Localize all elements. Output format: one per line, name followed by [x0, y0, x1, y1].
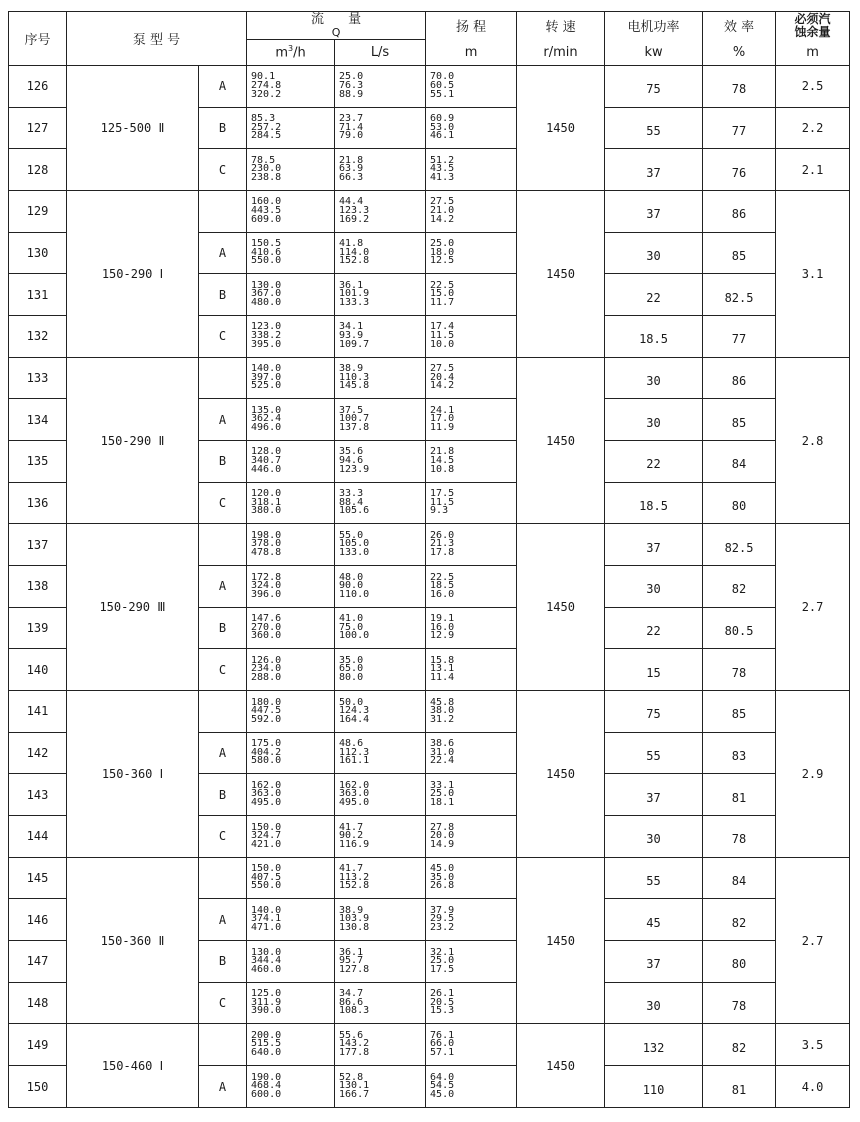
head-m-cell: 60.9 53.0 46.1 — [426, 107, 517, 149]
efficiency: 77 — [703, 316, 776, 358]
flow-m3h-cell: 150.5 410.6 550.0 — [247, 232, 335, 274]
head-m-cell: 22.5 18.5 16.0 — [426, 566, 517, 608]
table-row — [9, 691, 850, 733]
flow-m3h-cell: 125.0 311.9 390.0 — [247, 982, 335, 1024]
header-power: 电机功率 — [605, 12, 703, 40]
variant-label: C — [199, 816, 247, 858]
flow-ls-cell: 48.6 112.3 161.1 — [335, 732, 426, 774]
head-m-cell: 76.1 66.0 57.1 — [426, 1024, 517, 1066]
npsh: 2.9 — [776, 691, 850, 858]
pump-model: 150-460 Ⅰ — [67, 1024, 199, 1108]
efficiency: 81 — [703, 774, 776, 816]
header-head: 扬 程 — [426, 12, 517, 40]
flow-ls-cell: 55.6 143.2 177.8 — [335, 1024, 426, 1066]
row-number: 142 — [9, 732, 67, 774]
flow-m3h-cell: 140.0 397.0 525.0 — [247, 357, 335, 399]
efficiency: 83 — [703, 732, 776, 774]
flow-m3h-cell: 120.0 318.1 380.0 — [247, 482, 335, 524]
flow-ls-cell: 21.8 63.9 66.3 — [335, 149, 426, 191]
row-number: 149 — [9, 1024, 67, 1066]
variant-label: A — [199, 232, 247, 274]
flow-ls-cell: 55.0 105.0 133.0 — [335, 524, 426, 566]
motor-power: 15 — [605, 649, 703, 691]
npsh: 2.2 — [776, 107, 850, 149]
row-number: 128 — [9, 149, 67, 191]
variant-label: A — [199, 566, 247, 608]
variant-label: B — [199, 774, 247, 816]
npsh: 2.5 — [776, 66, 850, 108]
row-number: 133 — [9, 357, 67, 399]
efficiency: 85 — [703, 232, 776, 274]
speed: 1450 — [517, 691, 605, 858]
header-unit-npsh: m — [776, 40, 850, 66]
header-unit-eff: % — [703, 40, 776, 66]
variant-label — [199, 357, 247, 399]
speed: 1450 — [517, 524, 605, 691]
pump-model: 150-290 Ⅰ — [67, 191, 199, 358]
variant-label — [199, 524, 247, 566]
efficiency: 86 — [703, 191, 776, 233]
flow-ls-cell: 38.9 110.3 145.8 — [335, 357, 426, 399]
row-number: 147 — [9, 941, 67, 983]
efficiency: 84 — [703, 857, 776, 899]
header-npsh-line1: 必须汽 — [794, 11, 831, 26]
flow-ls-cell: 38.9 103.9 130.8 — [335, 899, 426, 941]
head-m-cell: 21.8 14.5 10.8 — [426, 441, 517, 483]
motor-power: 22 — [605, 441, 703, 483]
flow-m3h-cell: 85.3 257.2 284.5 — [247, 107, 335, 149]
speed: 1450 — [517, 66, 605, 191]
npsh: 4.0 — [776, 1066, 850, 1108]
row-number: 127 — [9, 107, 67, 149]
efficiency: 78 — [703, 66, 776, 108]
flow-m3h-cell: 198.0 378.0 478.8 — [247, 524, 335, 566]
table-row — [9, 1024, 850, 1066]
npsh: 2.1 — [776, 149, 850, 191]
variant-label: C — [199, 482, 247, 524]
pump-model: 150-360 Ⅰ — [67, 691, 199, 858]
variant-label — [199, 857, 247, 899]
header-model: 泵 型 号 — [67, 12, 247, 66]
variant-label: C — [199, 649, 247, 691]
header-efficiency: 效 率 — [703, 12, 776, 40]
head-m-cell: 32.1 25.0 17.5 — [426, 941, 517, 983]
speed: 1450 — [517, 191, 605, 358]
flow-ls-cell: 25.0 76.3 88.9 — [335, 66, 426, 108]
header-unit-head: m — [426, 40, 517, 66]
head-m-cell: 70.0 60.5 55.1 — [426, 66, 517, 108]
flow-ls-cell: 41.0 75.0 100.0 — [335, 607, 426, 649]
head-m-cell: 64.0 54.5 45.0 — [426, 1066, 517, 1108]
motor-power: 30 — [605, 982, 703, 1024]
flow-ls-cell: 41.7 113.2 152.8 — [335, 857, 426, 899]
variant-label: C — [199, 149, 247, 191]
efficiency: 82 — [703, 566, 776, 608]
row-number: 139 — [9, 607, 67, 649]
variant-label: A — [199, 1066, 247, 1108]
motor-power: 37 — [605, 149, 703, 191]
flow-m3h-cell: 150.0 324.7 421.0 — [247, 816, 335, 858]
flow-ls-cell: 41.7 90.2 116.9 — [335, 816, 426, 858]
variant-label: A — [199, 66, 247, 108]
row-number: 141 — [9, 691, 67, 733]
efficiency: 77 — [703, 107, 776, 149]
flow-m3h-cell: 123.0 338.2 395.0 — [247, 316, 335, 358]
efficiency: 76 — [703, 149, 776, 191]
head-m-cell: 27.5 21.0 14.2 — [426, 191, 517, 233]
table-row — [9, 857, 850, 899]
row-number: 145 — [9, 857, 67, 899]
flow-ls-cell: 37.5 100.7 137.8 — [335, 399, 426, 441]
efficiency: 82.5 — [703, 524, 776, 566]
flow-ls-cell: 35.6 94.6 123.9 — [335, 441, 426, 483]
efficiency: 78 — [703, 982, 776, 1024]
flow-m3h-cell: 130.0 344.4 460.0 — [247, 941, 335, 983]
variant-label: C — [199, 982, 247, 1024]
head-m-cell: 17.4 11.5 10.0 — [426, 316, 517, 358]
flow-ls-cell: 36.1 95.7 127.8 — [335, 941, 426, 983]
flow-m3h-cell: 147.6 270.0 360.0 — [247, 607, 335, 649]
flow-m3h-cell: 190.0 468.4 600.0 — [247, 1066, 335, 1108]
header-unit-power: kw — [605, 40, 703, 66]
efficiency: 78 — [703, 816, 776, 858]
efficiency: 78 — [703, 649, 776, 691]
efficiency: 80 — [703, 482, 776, 524]
npsh: 2.8 — [776, 357, 850, 524]
flow-ls-cell: 23.7 71.4 79.0 — [335, 107, 426, 149]
motor-power: 37 — [605, 941, 703, 983]
row-number: 126 — [9, 66, 67, 108]
header-speed: 转 速 — [517, 12, 605, 40]
motor-power: 18.5 — [605, 482, 703, 524]
flow-ls-cell: 162.0 363.0 495.0 — [335, 774, 426, 816]
efficiency: 81 — [703, 1066, 776, 1108]
motor-power: 110 — [605, 1066, 703, 1108]
variant-label: B — [199, 107, 247, 149]
table-row — [9, 357, 850, 399]
pump-model: 125-500 Ⅱ — [67, 66, 199, 191]
head-m-cell: 25.0 18.0 12.5 — [426, 232, 517, 274]
header-unit-m3h: $m^3/h$ — [247, 40, 335, 66]
row-number: 129 — [9, 191, 67, 233]
npsh: 2.7 — [776, 857, 850, 1024]
row-number: 146 — [9, 899, 67, 941]
variant-label: B — [199, 941, 247, 983]
header-flow-title: 流 量 — [310, 12, 372, 27]
header-no: 序号 — [9, 12, 67, 66]
head-m-cell: 26.1 20.5 15.3 — [426, 982, 517, 1024]
head-m-cell: 27.8 20.0 14.9 — [426, 816, 517, 858]
variant-label: A — [199, 732, 247, 774]
row-number: 138 — [9, 566, 67, 608]
head-m-cell: 17.5 11.5 9.3 — [426, 482, 517, 524]
efficiency: 80.5 — [703, 607, 776, 649]
head-m-cell: 26.0 21.3 17.8 — [426, 524, 517, 566]
flow-m3h-cell: 150.0 407.5 550.0 — [247, 857, 335, 899]
npsh: 3.1 — [776, 191, 850, 358]
row-number: 130 — [9, 232, 67, 274]
pump-performance-table — [8, 11, 850, 1108]
head-m-cell: 24.1 17.0 11.9 — [426, 399, 517, 441]
efficiency: 85 — [703, 399, 776, 441]
variant-label: C — [199, 316, 247, 358]
pump-model: 150-290 Ⅲ — [67, 524, 199, 691]
table-body — [9, 66, 850, 1108]
efficiency: 85 — [703, 691, 776, 733]
row-number: 135 — [9, 441, 67, 483]
head-m-cell: 33.1 25.0 18.1 — [426, 774, 517, 816]
motor-power: 30 — [605, 399, 703, 441]
row-number: 131 — [9, 274, 67, 316]
variant-label — [199, 691, 247, 733]
header-flow-q: Q — [331, 26, 341, 39]
header-unit-ls: L/s — [335, 40, 426, 66]
header-flow — [247, 12, 426, 40]
speed: 1450 — [517, 857, 605, 1024]
flow-m3h-cell: 160.0 443.5 609.0 — [247, 191, 335, 233]
flow-m3h-cell: 128.0 340.7 446.0 — [247, 441, 335, 483]
flow-m3h-cell: 90.1 274.8 320.2 — [247, 66, 335, 108]
motor-power: 37 — [605, 774, 703, 816]
variant-label: A — [199, 399, 247, 441]
motor-power: 55 — [605, 107, 703, 149]
flow-ls-cell: 35.0 65.0 80.0 — [335, 649, 426, 691]
motor-power: 55 — [605, 857, 703, 899]
flow-ls-cell: 48.0 90.0 110.0 — [335, 566, 426, 608]
head-m-cell: 45.0 35.0 26.8 — [426, 857, 517, 899]
row-number: 148 — [9, 982, 67, 1024]
efficiency: 80 — [703, 941, 776, 983]
head-m-cell: 27.5 20.4 14.2 — [426, 357, 517, 399]
motor-power: 45 — [605, 899, 703, 941]
head-m-cell: 15.8 13.1 11.4 — [426, 649, 517, 691]
header-unit-speed: r/min — [517, 40, 605, 66]
variant-label — [199, 191, 247, 233]
flow-m3h-cell: 78.5 230.0 238.8 — [247, 149, 335, 191]
motor-power: 30 — [605, 816, 703, 858]
flow-m3h-cell: 200.0 515.5 640.0 — [247, 1024, 335, 1066]
row-number: 137 — [9, 524, 67, 566]
efficiency: 82 — [703, 1024, 776, 1066]
motor-power: 22 — [605, 607, 703, 649]
motor-power: 75 — [605, 691, 703, 733]
flow-ls-cell: 44.4 123.3 169.2 — [335, 191, 426, 233]
header-npsh — [776, 12, 850, 40]
motor-power: 30 — [605, 357, 703, 399]
head-m-cell: 38.6 31.0 22.4 — [426, 732, 517, 774]
flow-ls-cell: 41.8 114.0 152.8 — [335, 232, 426, 274]
flow-m3h-cell: 162.0 363.0 495.0 — [247, 774, 335, 816]
efficiency: 82.5 — [703, 274, 776, 316]
flow-m3h-cell: 126.0 234.0 288.0 — [247, 649, 335, 691]
motor-power: 37 — [605, 524, 703, 566]
variant-label — [199, 1024, 247, 1066]
motor-power: 37 — [605, 191, 703, 233]
table-row — [9, 524, 850, 566]
flow-ls-cell: 36.1 101.9 133.3 — [335, 274, 426, 316]
head-m-cell: 19.1 16.0 12.9 — [426, 607, 517, 649]
motor-power: 18.5 — [605, 316, 703, 358]
motor-power: 30 — [605, 232, 703, 274]
speed: 1450 — [517, 1024, 605, 1108]
variant-label: A — [199, 899, 247, 941]
header-npsh-line2: 蚀余量 — [794, 24, 831, 39]
flow-m3h-cell: 140.0 374.1 471.0 — [247, 899, 335, 941]
variant-label: B — [199, 441, 247, 483]
table-row — [9, 66, 850, 108]
motor-power: 75 — [605, 66, 703, 108]
row-number: 150 — [9, 1066, 67, 1108]
efficiency: 84 — [703, 441, 776, 483]
variant-label: B — [199, 607, 247, 649]
table-row — [9, 191, 850, 233]
motor-power: 132 — [605, 1024, 703, 1066]
efficiency: 86 — [703, 357, 776, 399]
flow-ls-cell: 52.8 130.1 166.7 — [335, 1066, 426, 1108]
pump-model: 150-360 Ⅱ — [67, 857, 199, 1024]
row-number: 136 — [9, 482, 67, 524]
row-number: 134 — [9, 399, 67, 441]
row-number: 143 — [9, 774, 67, 816]
row-number: 144 — [9, 816, 67, 858]
row-number: 140 — [9, 649, 67, 691]
motor-power: 30 — [605, 566, 703, 608]
npsh: 3.5 — [776, 1024, 850, 1066]
head-m-cell: 51.2 43.5 41.3 — [426, 149, 517, 191]
variant-label: B — [199, 274, 247, 316]
npsh: 2.7 — [776, 524, 850, 691]
pump-model: 150-290 Ⅱ — [67, 357, 199, 524]
flow-ls-cell: 50.0 124.3 164.4 — [335, 691, 426, 733]
flow-ls-cell: 34.7 86.6 108.3 — [335, 982, 426, 1024]
motor-power: 55 — [605, 732, 703, 774]
flow-m3h-cell: 135.0 362.4 496.0 — [247, 399, 335, 441]
head-m-cell: 37.9 29.5 23.2 — [426, 899, 517, 941]
flow-ls-cell: 34.1 93.9 109.7 — [335, 316, 426, 358]
head-m-cell: 45.8 38.0 31.2 — [426, 691, 517, 733]
motor-power: 22 — [605, 274, 703, 316]
flow-m3h-cell: 175.0 404.2 580.0 — [247, 732, 335, 774]
row-number: 132 — [9, 316, 67, 358]
flow-m3h-cell: 130.0 367.0 480.0 — [247, 274, 335, 316]
flow-m3h-cell: 180.0 447.5 592.0 — [247, 691, 335, 733]
head-m-cell: 22.5 15.0 11.7 — [426, 274, 517, 316]
flow-ls-cell: 33.3 88.4 105.6 — [335, 482, 426, 524]
efficiency: 82 — [703, 899, 776, 941]
flow-m3h-cell: 172.8 324.0 396.0 — [247, 566, 335, 608]
speed: 1450 — [517, 357, 605, 524]
